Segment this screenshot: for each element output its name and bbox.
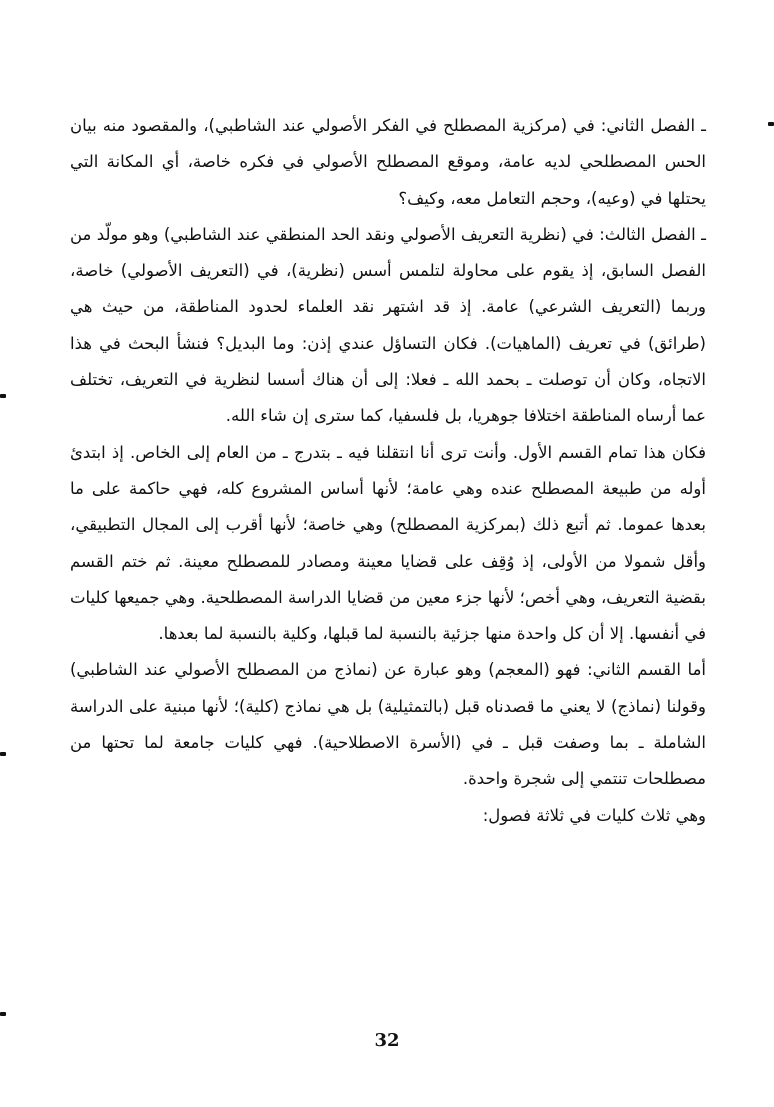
scan-edge-mark [768,122,774,126]
scan-edge-mark [0,394,6,398]
body-text [70,108,706,834]
page-number: 32 [374,1030,400,1051]
paragraph-first-section-summary: فكان هذا تمام القسم الأول. وأنت ترى أنا انتقلنا فيه ـ بتدرج ـ من العام إلى الخاص. إذ ابتدئ أوله من طبيعة المصطلح عنده وهي عامة؛ لأنها أساس المشروع كله، فهي حاكمة على ما بعدها عموما. ثم أتبع ذلك (بمركزية المصطلح) وهي خاصة؛ لأنها أقرب إلى المجال التطبيقي، وأقل شمولا من الأولى، إذ وُقِف على قضايا معينة ومصادر للمصطلح معينة. ثم ختم القسم بقضية التعريف، وهي أخص؛ لأنها جزء معين من قضايا الدراسة المصطلحية. وهي جميعها كليات في أنفسها. إلا أن كل واحدة منها جزئية بالنسبة لما قبلها، وكلية بالنسبة لما بعدها. [70,442,706,644]
paragraph-chapter-three: ـ الفصل الثالث: في (نظرية التعريف الأصولي ونقد الحد المنطقي عند الشاطبي) وهو مولّد من الفصل السابق، إذ يقوم على محاولة لتلمس أسس (نظرية)، في (التعريف الأصولي) خاصة، وربما (التعريف الشرعي) عامة. إذ قد اشتهر نقد العلماء لحدود المناطقة، من حيث هي (طرائق) في تعريف (الماهيات). فكان التساؤل عندي إذن: وما البديل؟ فنشأ البحث في هذا الاتجاه، وكان أن توصلت ـ بحمد الله ـ فعلا: إلى أن هناك أسسا لنظرية في التعريف، تختلف عما أرساه المناطقة اختلافا جوهريا، بل فلسفيا، كما سترى إن شاء الله. [70,224,706,426]
paragraph-three-chapters: وهي ثلاث كليات في ثلاثة فصول: [482,805,706,825]
scan-edge-mark [0,1012,6,1016]
paragraph-chapter-two: ـ الفصل الثاني: في (مركزية المصطلح في الفكر الأصولي عند الشاطبي)، والمقصود منه بيان الحس المصطلحي لديه عامة، وموقع المصطلح الأصولي في فكره خاصة، أي المكانة التي يحتلها في (وعيه)، وحجم التعامل معه، وكيف؟ [70,116,706,208]
paragraph-second-section: أما القسم الثاني: فهو (المعجم) وهو عبارة عن (نماذج من المصطلح الأصولي عند الشاطبي) وقولنا (نماذج) لا يعني ما قصدناه قبل (بالتمثيلية) بل هي نماذج (كلية)؛ لأنها مبنية على الدراسة الشاملة ـ بما وصفت قبل ـ في (الأسرة الاصطلاحية). فهي كليات جامعة لما تحتها من مصطلحات تنتمي إلى شجرة واحدة. [70,660,706,789]
scan-edge-mark [0,752,6,756]
